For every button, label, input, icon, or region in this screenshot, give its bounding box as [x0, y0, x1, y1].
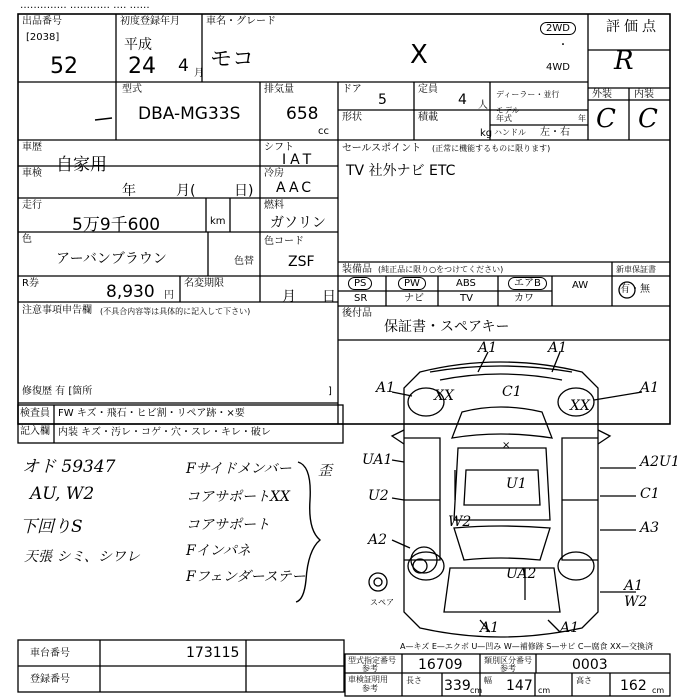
notes-sub: (不具合内容等は具体的に記入して下さい) [100, 307, 251, 316]
capacity-label: 定員 [418, 84, 438, 95]
inspection-day-unit: 日) [234, 183, 254, 199]
rating-exterior-label: 外装 [592, 89, 612, 100]
rating-exterior: C [596, 104, 616, 134]
inspection-label: 車検 [22, 168, 42, 179]
deadline-label: 名変期限 [184, 278, 224, 289]
length-label: 長さ [406, 676, 422, 685]
registration-month: 4 [178, 56, 189, 76]
registration-month-unit: 月 [194, 68, 204, 79]
lot-label: 出品番号 [22, 16, 62, 27]
inspector-int-row: 内装 キズ・汚レ・コゲ・穴・スレ・キレ・破レ [58, 427, 271, 438]
diagram-mark-2: A1 [548, 340, 568, 356]
rating-interior: C [638, 104, 658, 134]
equipment-tv: TV [460, 293, 473, 304]
equipment-sr: SR [354, 293, 368, 304]
equipment-label: 装備品 [342, 264, 372, 275]
fuel-value: ガソリン [270, 215, 326, 231]
diagram-mark-16: A2 [368, 532, 388, 548]
recycle-unit: 円 [164, 290, 174, 301]
model-value: DBA-MG33S [138, 104, 241, 124]
equipment-leather: カワ [514, 293, 534, 304]
width-label: 幅 [484, 676, 492, 685]
dealer-label: ディーラー・並行 [496, 90, 560, 99]
rating-interior-label: 内装 [634, 89, 654, 100]
diagram-mark-13: C1 [640, 486, 660, 502]
inspector-ext-row: FW キズ・飛石・ヒビ割・リペア跡・×要 [58, 408, 245, 419]
load-unit: kg [480, 128, 493, 139]
mileage-value: 5万9千600 [72, 215, 161, 235]
mileage-label: 走行 [22, 200, 42, 211]
plate-label: 登録番号 [30, 674, 70, 685]
inspection-month-unit: 月( [176, 183, 196, 199]
recycle-label: R券 [22, 278, 39, 289]
registration-year: 24 [128, 54, 156, 79]
model-year-label1: モデル [496, 106, 520, 115]
handwritten-right-2: コアサポートXX [186, 489, 290, 505]
shift-value: IAT [282, 152, 316, 168]
diagram-mark-15: A3 [640, 520, 660, 536]
rating-score: R [614, 46, 634, 76]
handwritten-left-3: 下回りS [20, 517, 83, 537]
header-scrap: ‥‥‥‥‥‥‥ ‥‥‥‥‥‥ ‥‥ ‥‥‥ [20, 0, 150, 11]
new-warranty-value: 有・無 [620, 284, 650, 295]
history-label: 車歴 [22, 142, 42, 153]
height-label: 高さ [576, 676, 592, 685]
handle-label: ハンドル [494, 128, 526, 137]
dimensions-label: 車検証明用 [348, 675, 388, 684]
diagram-mark-7: A1 [640, 380, 660, 396]
repair-label: 修復歴 有 [箇所 [22, 386, 93, 397]
sales-point-sub: (正常に機能するものに限ります) [432, 144, 551, 153]
diagram-mark-1: A1 [478, 340, 498, 356]
equipment-pw: PW [398, 277, 426, 290]
displacement-value: 658 [286, 104, 319, 124]
handwritten-right-4: Fインパネ [186, 543, 251, 559]
drive-2wd: 2WD [540, 22, 576, 35]
height-value: 162 [620, 678, 647, 694]
category-number-label: 類別区分番号 [484, 656, 532, 665]
diagram-mark-19: W2 [624, 594, 648, 610]
category-number-value: 0003 [572, 657, 608, 673]
damage-legend: A—キズ E—エクボ U—凹み W—補修跡 S—サビ C—腐食 XX—交換済 [400, 642, 654, 651]
lot-code: [2038] [26, 32, 60, 43]
diagram-mark-20: A1 [480, 620, 500, 636]
lot-number: 52 [50, 54, 78, 79]
equipment-abs: ABS [456, 278, 476, 289]
equipment-ps: PS [348, 277, 372, 290]
handwritten-right-1: Fサイドメンバー [186, 461, 292, 477]
type-designation-label: 型式指定番号 [348, 656, 396, 665]
inspector-label2: 記入欄 [20, 426, 50, 437]
handwritten-left-4: 天張 シミ、シワレ [24, 549, 140, 565]
type-designation-value: 16709 [418, 657, 463, 673]
handwritten-left-1: オド 59347 [22, 457, 116, 477]
color-value: アーバンブラウン [56, 251, 167, 267]
drive-sep: ・ [558, 40, 568, 51]
displacement-label: 排気量 [264, 84, 294, 95]
inspection-year-unit: 年 [122, 183, 136, 199]
chassis-value: 173115 [186, 645, 240, 661]
handwritten-left-2: AU, W2 [30, 484, 95, 504]
registration-era: 平成 [124, 37, 152, 53]
diagram-mark-12: U2 [368, 488, 389, 504]
diagram-mark-10: × [502, 440, 511, 451]
rating-label: 評価点 [606, 19, 660, 35]
handwritten-right-3: コアサポート [186, 517, 270, 533]
handwritten-right-5: Fフェンダーステー [186, 569, 306, 585]
diagram-mark-3: A1 [376, 380, 396, 396]
doors-label: ドア [342, 84, 362, 95]
model-year-label2: 年式 [496, 114, 512, 123]
diagram-mark-4: XX [434, 388, 454, 404]
color-change-label: 色替 [234, 256, 254, 267]
diagram-mark-18: A1 [624, 578, 644, 594]
sales-point-label: セールスポイント [342, 143, 422, 154]
spare-label: スペア [370, 598, 394, 607]
diagram-mark-11: U1 [506, 476, 527, 492]
new-warranty-label: 新車保証書 [616, 265, 656, 274]
handwritten-brace-note: 歪 [318, 463, 332, 479]
equipment-sub: (純正品に限り○をつけてください) [378, 265, 504, 274]
fuel-label: 燃料 [264, 200, 284, 211]
doors-value: 5 [378, 92, 387, 108]
diagram-mark-9: A2U1 [640, 454, 680, 470]
registration-label: 初度登録年月 [120, 16, 180, 27]
width-value: 147 [506, 678, 533, 694]
load-label: 積載 [418, 112, 438, 123]
type-designation-sub: 参考 [362, 664, 378, 673]
shift-label: シフト [264, 142, 294, 153]
notes-label: 注意事項申告欄 [22, 305, 92, 316]
ac-label: 冷房 [264, 168, 284, 179]
car-name: モコ [210, 47, 255, 72]
diagram-mark-6: XX [570, 398, 590, 414]
car-name-label: 車名・グレード [206, 16, 276, 27]
recycle-value: 8,930 [106, 282, 155, 302]
color-code: ZSF [288, 254, 315, 270]
history-value: 自家用 [56, 155, 107, 175]
repair-close: ] [328, 386, 332, 397]
accessories-label: 後付品 [342, 308, 372, 319]
model-year-unit: 年 [578, 114, 586, 123]
length-value: 339 [444, 678, 471, 694]
model-label: 型式 [122, 84, 142, 95]
inspector-label1: 検査員 [20, 408, 50, 419]
ac-value: AAC [276, 180, 315, 196]
diagram-mark-8: UA1 [362, 452, 393, 468]
equipment-airbag: エアB [508, 277, 547, 290]
diagram-mark-21: A1 [560, 620, 580, 636]
dimensions-sub: 参考 [362, 684, 378, 693]
deadline-day-unit: 日 [322, 289, 336, 305]
diagram-mark-14: W2 [448, 514, 472, 530]
color-label: 色 [22, 234, 32, 245]
accessories-value: 保証書・スペアキー [384, 319, 510, 335]
deadline-month-unit: 月 [282, 289, 296, 305]
capacity-unit: 人 [478, 100, 488, 111]
sales-point-value: TV 社外ナビ ETC [346, 163, 456, 179]
equipment-navi: ナビ [404, 293, 424, 304]
length-unit: cm [470, 686, 483, 695]
chassis-label: 車台番号 [30, 648, 70, 659]
diagram-mark-5: C1 [502, 384, 522, 400]
category-number-sub: 参考 [500, 664, 516, 673]
body-shape-label: 形状 [342, 112, 362, 123]
color-code-label: 色コード [264, 236, 304, 247]
equipment-aw: AW [572, 280, 589, 291]
diagram-mark-17: UA2 [506, 566, 537, 582]
handle-value: 左・右 [540, 127, 570, 138]
drive-4wd: 4WD [546, 62, 570, 73]
displacement-unit: cc [318, 126, 329, 137]
capacity-value: 4 [458, 92, 467, 108]
height-unit: cm [652, 686, 665, 695]
car-grade: X [410, 40, 428, 70]
mileage-unit: km [210, 216, 226, 227]
width-unit: cm [538, 686, 551, 695]
